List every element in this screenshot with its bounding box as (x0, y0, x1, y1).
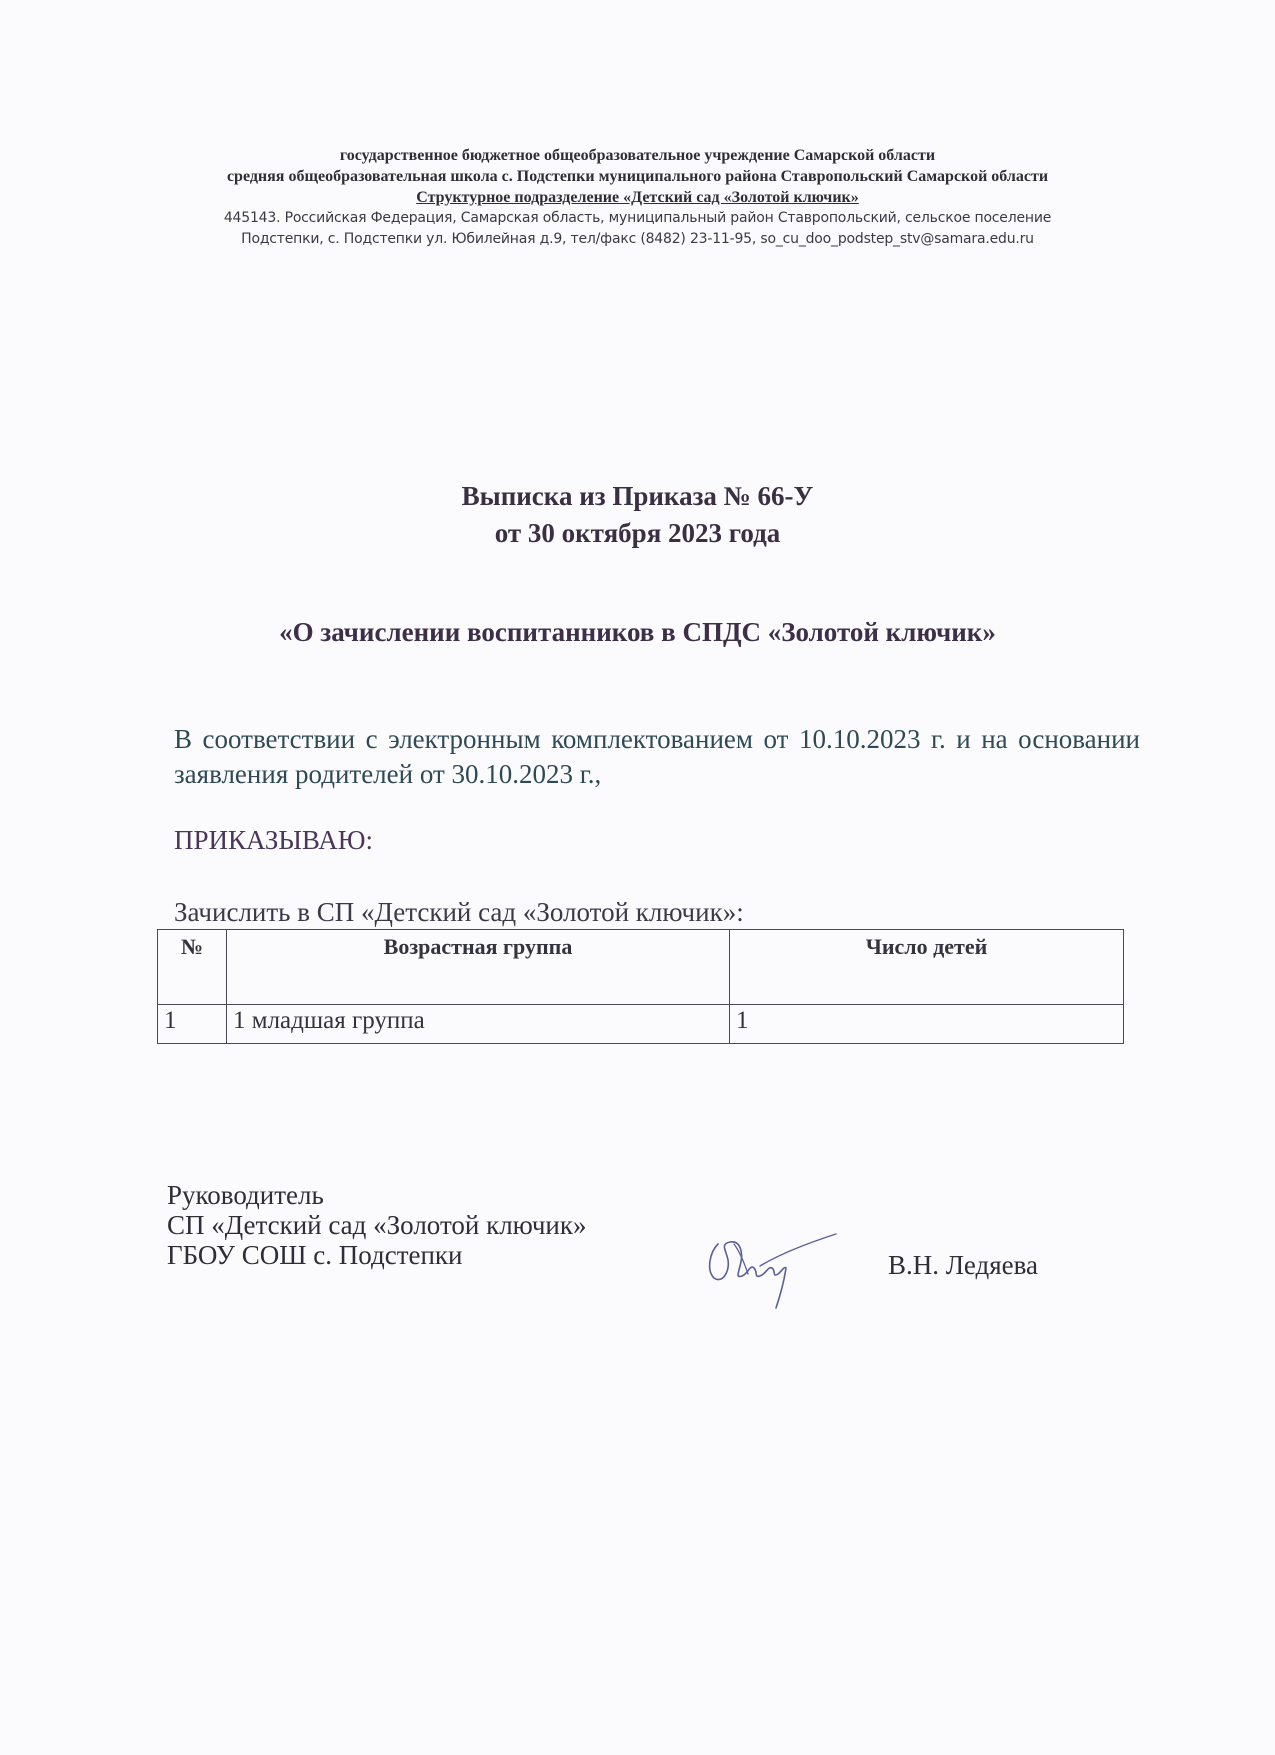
table-row (158, 1005, 1124, 1044)
letterhead-address: 445143. Российская Федерация, Самарская область, муниципальный район Ставропольский, сельское поселение (223, 210, 1052, 226)
enroll-statement: Зачислить в СП «Детский сад «Золотой ключик»: (174, 897, 744, 927)
cell-children-count: 1 (730, 1005, 1124, 1044)
letterhead (120, 145, 1155, 250)
table-header-row (158, 930, 1124, 1005)
letterhead-division: Структурное подразделение «Детский сад «Золотой ключик» (416, 189, 859, 206)
order-word: ПРИКАЗЫВАЮ: (174, 825, 373, 855)
signatory-division: СП «Детский сад «Золотой ключик» (167, 1210, 587, 1240)
letterhead-school: средняя общеобразовательная школа с. Подстепки муниципального района Ставропольский Самарской области (226, 168, 1049, 185)
basis-paragraph: В соответствии с электронным комплектованием от 10.10.2023 г. и на основании заявления родителей от 30.10.2023 г., (174, 724, 1140, 789)
signatory-school: ГБОУ СОШ с. Подстепки (167, 1240, 463, 1270)
signatory-block (167, 1180, 586, 1270)
header-age-group: Возрастная группа (227, 930, 730, 1005)
header-number: № (158, 930, 227, 1005)
document-title-order: Выписка из Приказа № 66-У (461, 481, 814, 511)
document-title (120, 478, 1155, 552)
signatory-role: Руководитель (167, 1180, 324, 1210)
cell-number: 1 (158, 1005, 227, 1044)
letterhead-institution: государственное бюджетное общеобразовательное учреждение Самарской области (339, 147, 936, 164)
header-children-count: Число детей (730, 930, 1124, 1005)
letterhead-contacts: Подстепки, с. Подстепки ул. Юбилейная д.9, тел/факс (8482) 23-11-95, so_cu_doo_podstep_stv@samara.edu.ru (241, 231, 1034, 247)
enrollment-table (157, 929, 1124, 1044)
cell-age-group: 1 младшая группа (227, 1005, 730, 1044)
document-title-date: от 30 октября 2023 года (494, 518, 781, 548)
signer-name: В.Н. Ледяева (888, 1250, 1039, 1280)
handwritten-signature (700, 1222, 840, 1312)
document-subject: «О зачислении воспитанников в СПДС «Золотой ключик» (279, 617, 996, 647)
